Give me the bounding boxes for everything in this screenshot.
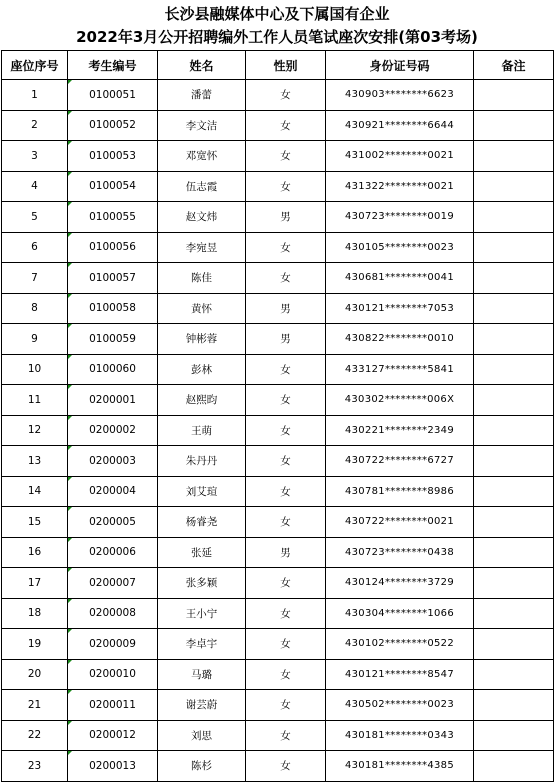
table-row bbox=[2, 720, 554, 751]
id-no-cell: 430221********2349 bbox=[326, 415, 474, 446]
table-row bbox=[2, 507, 554, 538]
name-cell: 黄怀 bbox=[158, 293, 246, 324]
gender-cell: 女 bbox=[246, 720, 326, 751]
note-cell bbox=[474, 110, 554, 141]
note-cell bbox=[474, 751, 554, 782]
name-cell: 李宛昱 bbox=[158, 232, 246, 263]
col-header-id-no: 身份证号码 bbox=[326, 51, 474, 80]
exam-no-cell: 0200001 bbox=[68, 385, 158, 416]
note-cell bbox=[474, 537, 554, 568]
note-cell bbox=[474, 690, 554, 721]
exam-no-cell: 0200005 bbox=[68, 507, 158, 538]
seat-cell: 22 bbox=[2, 720, 68, 751]
seat-cell: 19 bbox=[2, 629, 68, 660]
seat-cell: 23 bbox=[2, 751, 68, 782]
table-row bbox=[2, 446, 554, 477]
id-no-cell: 430121********7053 bbox=[326, 293, 474, 324]
seat-cell: 9 bbox=[2, 324, 68, 355]
note-cell bbox=[474, 354, 554, 385]
exam-no-cell: 0200009 bbox=[68, 629, 158, 660]
exam-no-cell: 0200008 bbox=[68, 598, 158, 629]
seat-cell: 13 bbox=[2, 446, 68, 477]
name-cell: 潘蕾 bbox=[158, 80, 246, 111]
name-cell: 刘思 bbox=[158, 720, 246, 751]
exam-no-cell: 0100057 bbox=[68, 263, 158, 294]
seat-cell: 2 bbox=[2, 110, 68, 141]
id-no-cell: 431002********0021 bbox=[326, 141, 474, 172]
name-cell: 李卓宇 bbox=[158, 629, 246, 660]
table-row bbox=[2, 324, 554, 355]
name-cell: 彭林 bbox=[158, 354, 246, 385]
id-no-cell: 430302********006X bbox=[326, 385, 474, 416]
seat-cell: 17 bbox=[2, 568, 68, 599]
gender-cell: 女 bbox=[246, 415, 326, 446]
note-cell bbox=[474, 263, 554, 294]
col-header-note: 备注 bbox=[474, 51, 554, 80]
note-cell bbox=[474, 476, 554, 507]
exam-no-cell: 0100053 bbox=[68, 141, 158, 172]
id-no-cell: 430502********0023 bbox=[326, 690, 474, 721]
gender-cell: 男 bbox=[246, 537, 326, 568]
id-no-cell: 430124********3729 bbox=[326, 568, 474, 599]
gender-cell: 女 bbox=[246, 568, 326, 599]
id-no-cell: 430102********0522 bbox=[326, 629, 474, 660]
note-cell bbox=[474, 659, 554, 690]
name-cell: 张多颖 bbox=[158, 568, 246, 599]
table-row bbox=[2, 80, 554, 111]
name-cell: 王小宁 bbox=[158, 598, 246, 629]
document-title: 长沙县融媒体中心及下属国有企业 bbox=[164, 5, 390, 23]
exam-no-cell: 0200002 bbox=[68, 415, 158, 446]
exam-no-cell: 0100058 bbox=[68, 293, 158, 324]
id-no-cell: 430781********8986 bbox=[326, 476, 474, 507]
note-cell bbox=[474, 324, 554, 355]
gender-cell: 女 bbox=[246, 751, 326, 782]
id-no-cell: 430723********0019 bbox=[326, 202, 474, 233]
note-cell bbox=[474, 202, 554, 233]
gender-cell: 女 bbox=[246, 476, 326, 507]
id-no-cell: 430105********0023 bbox=[326, 232, 474, 263]
gender-cell: 女 bbox=[246, 446, 326, 477]
id-no-cell: 430181********4385 bbox=[326, 751, 474, 782]
seat-cell: 14 bbox=[2, 476, 68, 507]
name-cell: 朱丹丹 bbox=[158, 446, 246, 477]
exam-no-cell: 0200010 bbox=[68, 659, 158, 690]
col-header-exam-no: 考生编号 bbox=[68, 51, 158, 80]
seat-cell: 18 bbox=[2, 598, 68, 629]
exam-no-cell: 0100054 bbox=[68, 171, 158, 202]
seat-cell: 10 bbox=[2, 354, 68, 385]
seat-cell: 1 bbox=[2, 80, 68, 111]
note-cell bbox=[474, 80, 554, 111]
name-cell: 马璐 bbox=[158, 659, 246, 690]
header-row bbox=[2, 51, 554, 80]
table-row bbox=[2, 629, 554, 660]
seat-cell: 20 bbox=[2, 659, 68, 690]
table-row bbox=[2, 598, 554, 629]
name-cell: 陈杉 bbox=[158, 751, 246, 782]
gender-cell: 男 bbox=[246, 324, 326, 355]
name-cell: 杨睿尧 bbox=[158, 507, 246, 538]
name-cell: 刘艾瑄 bbox=[158, 476, 246, 507]
seat-cell: 7 bbox=[2, 263, 68, 294]
gender-cell: 女 bbox=[246, 659, 326, 690]
note-cell bbox=[474, 568, 554, 599]
gender-cell: 女 bbox=[246, 629, 326, 660]
table-row bbox=[2, 293, 554, 324]
id-no-cell: 430903********6623 bbox=[326, 80, 474, 111]
table-row bbox=[2, 232, 554, 263]
exam-no-cell: 0200013 bbox=[68, 751, 158, 782]
note-cell bbox=[474, 446, 554, 477]
exam-no-cell: 0200007 bbox=[68, 568, 158, 599]
name-cell: 赵文炜 bbox=[158, 202, 246, 233]
note-cell bbox=[474, 720, 554, 751]
name-cell: 伍志霞 bbox=[158, 171, 246, 202]
seat-cell: 4 bbox=[2, 171, 68, 202]
exam-no-cell: 0200003 bbox=[68, 446, 158, 477]
exam-no-cell: 0200011 bbox=[68, 690, 158, 721]
table-row bbox=[2, 476, 554, 507]
seat-cell: 3 bbox=[2, 141, 68, 172]
table-row bbox=[2, 690, 554, 721]
seat-cell: 21 bbox=[2, 690, 68, 721]
note-cell bbox=[474, 385, 554, 416]
name-cell: 李文洁 bbox=[158, 110, 246, 141]
seating-table bbox=[1, 50, 554, 782]
gender-cell: 女 bbox=[246, 507, 326, 538]
seat-cell: 11 bbox=[2, 385, 68, 416]
exam-no-cell: 0100056 bbox=[68, 232, 158, 263]
table-row bbox=[2, 385, 554, 416]
note-cell bbox=[474, 629, 554, 660]
id-no-cell: 430722********6727 bbox=[326, 446, 474, 477]
note-cell bbox=[474, 232, 554, 263]
col-header-name: 姓名 bbox=[158, 51, 246, 80]
seat-cell: 16 bbox=[2, 537, 68, 568]
table-row bbox=[2, 537, 554, 568]
note-cell bbox=[474, 598, 554, 629]
exam-no-cell: 0100059 bbox=[68, 324, 158, 355]
name-cell: 钟彬蓉 bbox=[158, 324, 246, 355]
exam-no-cell: 0100052 bbox=[68, 110, 158, 141]
col-header-gender: 性别 bbox=[246, 51, 326, 80]
id-no-cell: 430181********0343 bbox=[326, 720, 474, 751]
seat-cell: 12 bbox=[2, 415, 68, 446]
exam-no-cell: 0200006 bbox=[68, 537, 158, 568]
name-cell: 王萌 bbox=[158, 415, 246, 446]
gender-cell: 女 bbox=[246, 385, 326, 416]
note-cell bbox=[474, 293, 554, 324]
gender-cell: 男 bbox=[246, 202, 326, 233]
gender-cell: 女 bbox=[246, 690, 326, 721]
gender-cell: 女 bbox=[246, 171, 326, 202]
table-row bbox=[2, 659, 554, 690]
id-no-cell: 430722********0021 bbox=[326, 507, 474, 538]
exam-no-cell: 0200004 bbox=[68, 476, 158, 507]
gender-cell: 女 bbox=[246, 263, 326, 294]
id-no-cell: 430822********0010 bbox=[326, 324, 474, 355]
table-row bbox=[2, 141, 554, 172]
id-no-cell: 430121********8547 bbox=[326, 659, 474, 690]
name-cell: 陈佳 bbox=[158, 263, 246, 294]
gender-cell: 女 bbox=[246, 141, 326, 172]
gender-cell: 男 bbox=[246, 293, 326, 324]
exam-no-cell: 0200012 bbox=[68, 720, 158, 751]
gender-cell: 女 bbox=[246, 110, 326, 141]
note-cell bbox=[474, 507, 554, 538]
table-row bbox=[2, 110, 554, 141]
table-row bbox=[2, 751, 554, 782]
gender-cell: 女 bbox=[246, 598, 326, 629]
seat-cell: 8 bbox=[2, 293, 68, 324]
name-cell: 赵熙昀 bbox=[158, 385, 246, 416]
id-no-cell: 430681********0041 bbox=[326, 263, 474, 294]
col-header-seat: 座位序号 bbox=[2, 51, 68, 80]
table-row bbox=[2, 202, 554, 233]
note-cell bbox=[474, 415, 554, 446]
document-subtitle: 2022年3月公开招聘编外工作人员笔试座次安排(第03考场) bbox=[76, 28, 478, 46]
gender-cell: 女 bbox=[246, 80, 326, 111]
id-no-cell: 431322********0021 bbox=[326, 171, 474, 202]
table-row bbox=[2, 568, 554, 599]
exam-no-cell: 0100060 bbox=[68, 354, 158, 385]
name-cell: 张延 bbox=[158, 537, 246, 568]
gender-cell: 女 bbox=[246, 354, 326, 385]
seat-cell: 5 bbox=[2, 202, 68, 233]
table-row bbox=[2, 354, 554, 385]
table-row bbox=[2, 415, 554, 446]
table-row bbox=[2, 263, 554, 294]
note-cell bbox=[474, 171, 554, 202]
note-cell bbox=[474, 141, 554, 172]
name-cell: 谢芸蔚 bbox=[158, 690, 246, 721]
id-no-cell: 430921********6644 bbox=[326, 110, 474, 141]
gender-cell: 女 bbox=[246, 232, 326, 263]
exam-no-cell: 0100055 bbox=[68, 202, 158, 233]
id-no-cell: 430723********0438 bbox=[326, 537, 474, 568]
seat-cell: 6 bbox=[2, 232, 68, 263]
name-cell: 邓宽怀 bbox=[158, 141, 246, 172]
exam-no-cell: 0100051 bbox=[68, 80, 158, 111]
id-no-cell: 433127********5841 bbox=[326, 354, 474, 385]
seat-cell: 15 bbox=[2, 507, 68, 538]
table-row bbox=[2, 171, 554, 202]
id-no-cell: 430304********1066 bbox=[326, 598, 474, 629]
